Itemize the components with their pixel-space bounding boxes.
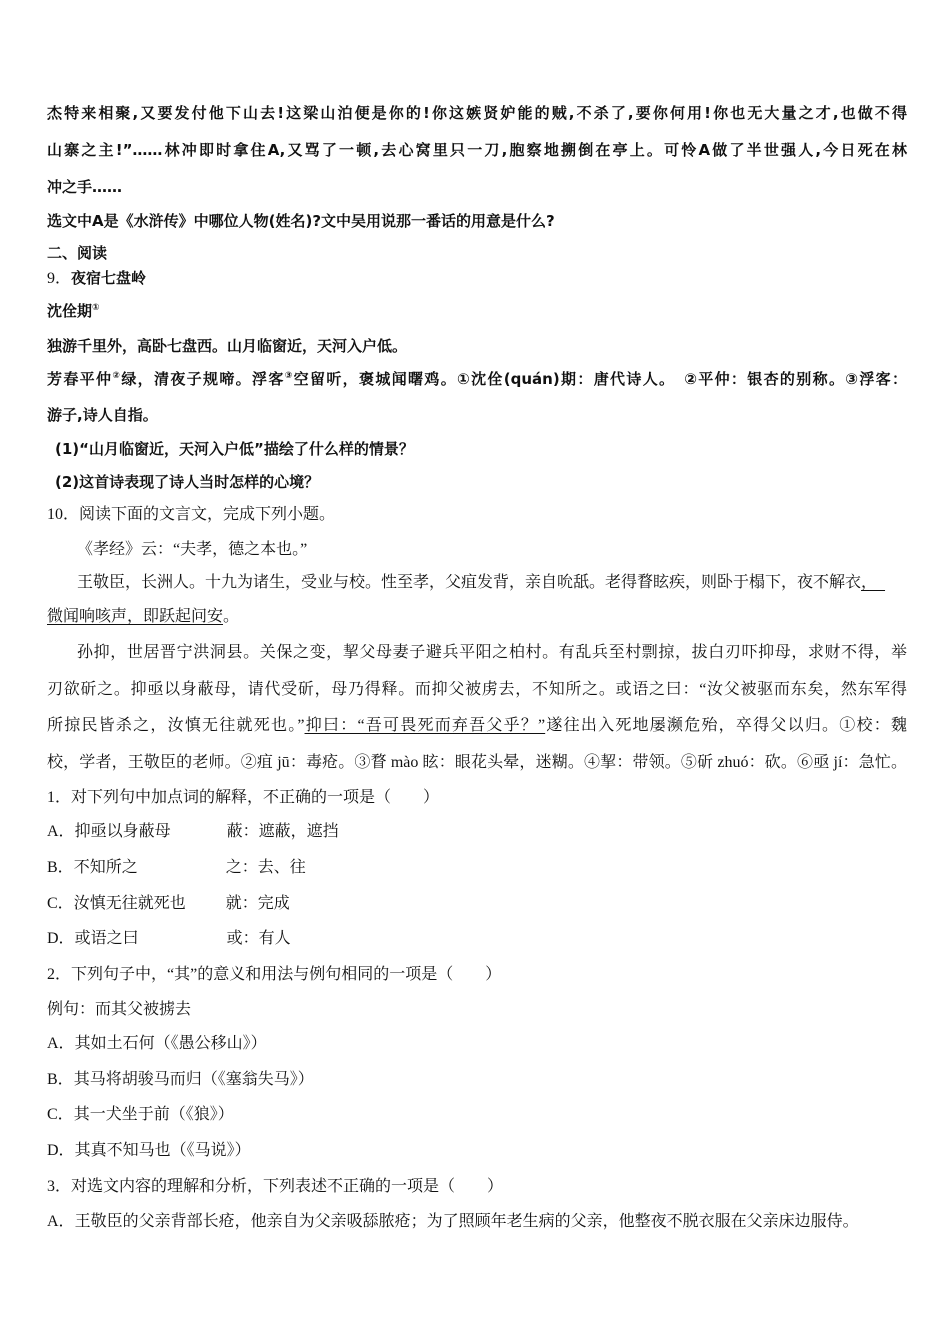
para-text: 王敬臣，长洲人。十九为诸生，受业与校。性至孝，父疽发背，亲自吮舐。老得瞀眩疾，则卧于榻下，夜不解衣 [77, 574, 862, 591]
poem-line-1: 独游千里外，高卧七盘西。山月临窗近，天河入户低。 [47, 337, 408, 355]
option-label: B． [47, 1071, 74, 1088]
option-text: 汝慎无往就死也 [73, 895, 186, 912]
poem-notes: 空留听，褒城闻曙鸡。①沈佺(quán)期：唐代诗人。 ②平仲：银杏的别称。③浮客： [293, 370, 907, 388]
option-text: 其一犬坐于前（《狼》） [73, 1106, 234, 1123]
option-label: C． [47, 895, 74, 912]
subq2-stem: 2．下列句子中，“其”的意义和用法与例句相同的一项是（ ） [47, 966, 502, 983]
footnote-marker-1: ① [92, 303, 100, 313]
option-label: D． [47, 930, 75, 947]
q9-sub-question-1: (1)“山月临窗近，天河入户低”描绘了什么样的情景？ [55, 440, 414, 458]
subq1-stem: 1．对下列句中加点词的解释，不正确的一项是（ ） [47, 789, 440, 806]
passage-question: 选文中A是《水浒传》中哪位人物(姓名)?文中吴用说那一番话的用意是什么? [47, 212, 555, 230]
poem-notes-cont: 游子,诗人自指。 [47, 406, 158, 424]
option-text: 其如土石何（《愚公移山》） [74, 1035, 267, 1052]
q9-poem-title: 夜宿七盘岭 [71, 269, 147, 287]
underlined-text: 微闻响咳声，即跃起问安 [47, 608, 224, 625]
subq2-option-a [47, 1034, 267, 1054]
passage-line-3: 冲之手…… [47, 178, 123, 196]
subq2-option-d [47, 1141, 251, 1161]
para-text: 。 [223, 608, 240, 625]
subq2-option-c [47, 1105, 234, 1125]
q10-quote: 《孝经》云：“夫孝，德之本也。” [77, 541, 308, 558]
footnote-marker-2: ② [112, 371, 122, 381]
author-name: 沈佺期 [47, 302, 93, 320]
subq2-option-b [47, 1070, 314, 1090]
q10-para1-line1 [77, 573, 885, 593]
option-label: D． [47, 1142, 75, 1159]
passage-line-1: 杰特来相聚,又要发付他下山去!这梁山泊便是你的!你这嫉贤妒能的贼,不杀了,要你何用!你也无大量之才,也做不得 [47, 104, 907, 122]
q10-para2-line1: 孙抑，世居晋宁洪洞县。关保之变，挈父母妻子避兵平阳之柏村。有乱兵至村剽掠，拔白刃吓抑母，求财不得，举 [77, 644, 907, 661]
q10-intro: 10．阅读下面的文言文，完成下列小题。 [47, 506, 336, 523]
option-text: 抑亟以身蔽母 [74, 823, 171, 840]
option-gloss: 就：完成 [225, 895, 290, 912]
option-text: 其真不知马也（《马说》） [74, 1142, 251, 1159]
subq1-option-a [47, 822, 339, 842]
q9-title [47, 268, 146, 289]
poem-line-2 [47, 369, 907, 389]
passage-line-2: 山寨之主!”……林冲即时拿住A,又骂了一顿,去心窝里只一刀,胞察地搠倒在亭上。可怜A做了半世强人,今日死在林 [47, 141, 907, 159]
option-text: 或语之曰 [74, 930, 139, 947]
option-label: B． [47, 859, 74, 876]
para-text: 所掠民皆杀之，汝慎无往就死也。” [47, 717, 305, 734]
q10-para2-line2: 刃欲斫之。抑亟以身蔽母，请代受斫，母乃得释。而抑父被虏去，不知所之。或语之曰：“汝父被驱而东矣，然东军得 [47, 681, 907, 698]
option-gloss: 蔽：遮蔽，遮挡 [226, 823, 339, 840]
q9-author [47, 301, 100, 321]
underlined-text: 抑曰：“吾可畏死而弃吾父乎？” [304, 717, 546, 734]
subq3-stem: 3．对选文内容的理解和分析，下列表述不正确的一项是（ ） [47, 1178, 504, 1195]
option-gloss: 之：去、往 [225, 859, 306, 876]
option-text: 其马将胡骏马而归（《塞翁失马》） [73, 1071, 314, 1088]
option-text: 不知所之 [73, 859, 138, 876]
footnote-marker-3: ③ [284, 371, 294, 381]
subq2-example: 例句：而其父被掳去 [47, 1001, 192, 1018]
subq1-option-c [47, 894, 290, 914]
subq1-option-b [47, 858, 306, 878]
option-gloss: 或：有人 [226, 930, 291, 947]
option-label: A． [47, 823, 75, 840]
para-text: 遂往出入死地屡濒危殆，卒得父以归。①校：魏 [545, 717, 907, 734]
q10-para1-line2 [47, 607, 239, 627]
q9-sub-question-2: (2)这首诗表现了诗人当时怎样的心境？ [55, 473, 320, 491]
q10-para2-line3 [47, 716, 907, 736]
option-label: A． [47, 1035, 75, 1052]
q9-number: 9． [47, 270, 72, 287]
option-label: C． [47, 1106, 74, 1123]
option-label: A． [47, 1213, 75, 1230]
poem-text: 绿，清夜子规啼。浮客 [121, 370, 285, 388]
underlined-text: ， [861, 574, 870, 591]
poem-text: 芳春平仲 [47, 370, 113, 388]
subq3-option-a [47, 1212, 859, 1232]
section-heading: 二、阅读 [47, 244, 108, 262]
option-text: 王敬臣的父亲背部长疮，他亲自为父亲吸舔脓疮；为了照顾年老生病的父亲，他整夜不脱衣服在父亲床边服侍。 [74, 1213, 859, 1230]
subq1-option-d [47, 929, 291, 949]
q10-para2-line4: 校，学者，王敬臣的老师。②疽 jū：毒疮。③瞀 mào 眩：眼花头晕，迷糊。④挈：带领。⑤斫 zhuó：砍。⑥亟 jí：急忙。 [47, 754, 907, 771]
